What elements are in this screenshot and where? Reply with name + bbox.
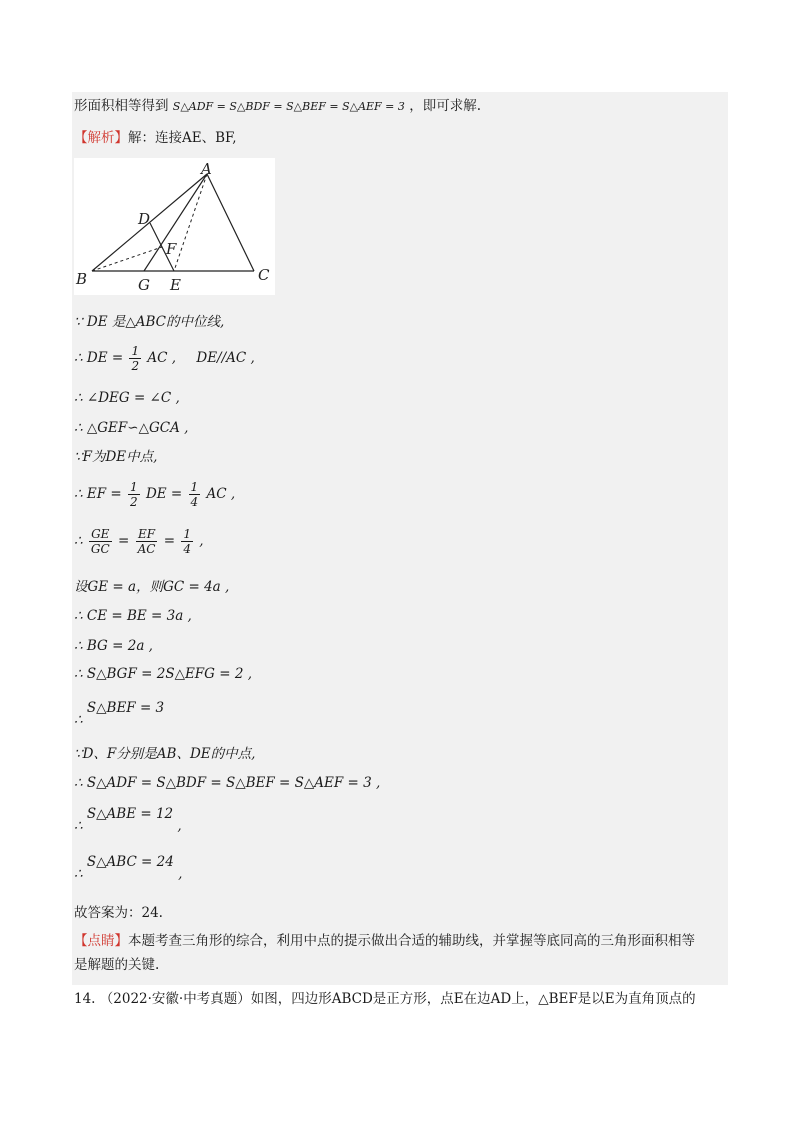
comment-block	[74, 929, 726, 977]
text-fragment: ，即可求解.	[409, 98, 481, 114]
fraction-num: 1	[130, 480, 138, 494]
fraction-ef-ac	[136, 527, 158, 556]
fraction-den: GC	[90, 542, 110, 556]
triangle-diagram	[74, 158, 275, 295]
fraction-num: 1	[131, 344, 140, 358]
formula: S△BEF = 3	[86, 700, 165, 716]
text-fragment: =	[117, 533, 130, 549]
formula: S△ABC = 24	[86, 854, 174, 870]
step-four-equal-areas: ∴ S△ADF = S△BDF = S△BEF = S△AEF = 3 ,	[74, 775, 381, 791]
comment-text: 本题考查三角形的综合，利用中点的提示做出合适的辅助线，并掌握等底同高的三角形面积相等	[128, 933, 695, 949]
text-fragment: ∴	[74, 533, 83, 549]
text-fragment: DE =	[145, 486, 183, 502]
analysis-text: 解：连接AE、BF,	[128, 130, 237, 146]
fraction-den: 2	[130, 495, 138, 509]
formula: S△ADF = S△BDF = S△BEF = S△AEF = 3	[172, 100, 405, 113]
comment-text-2: 是解题的关键.	[74, 957, 160, 973]
text-fragment: ,	[177, 818, 182, 834]
triangle-figure	[74, 158, 275, 295]
step-angle: ∴ ∠DEG = ∠C ,	[74, 390, 180, 406]
text-fragment: ∴	[74, 866, 83, 882]
fraction-den: 4	[183, 542, 191, 556]
text-fragment: ∴ EF =	[74, 486, 122, 502]
fraction-num: 1	[190, 480, 199, 494]
step-area-abe	[74, 802, 182, 834]
step-ef	[74, 480, 235, 509]
fraction-num: 1	[183, 527, 191, 541]
text-fragment: ∴	[74, 818, 83, 834]
final-answer: 故答案为：24.	[74, 905, 163, 921]
step-midpoints: ∵D、F分别是AB、DE的中点,	[74, 746, 256, 762]
label-E: E	[170, 276, 181, 294]
fraction-half-2	[128, 480, 140, 509]
label-F: F	[166, 240, 177, 258]
step-let-ge: 设GE = a，则GC = 4a ,	[74, 579, 230, 595]
label-B: B	[76, 270, 88, 288]
text-fragment: AC ,	[206, 486, 236, 502]
step-de-half-ac	[74, 344, 255, 373]
fraction-den: AC	[137, 542, 156, 556]
text-fragment: ∴	[74, 712, 83, 728]
fraction-result	[181, 527, 193, 556]
step-area-bgf: ∴ S△BGF = 2S△EFG = 2 ,	[74, 666, 253, 682]
label-G: G	[138, 276, 150, 294]
fraction-ge-gc	[89, 527, 112, 556]
text-fragment: DE//AC ,	[196, 350, 255, 366]
label-D: D	[138, 210, 151, 228]
text-fragment: ∴ DE =	[74, 350, 124, 366]
label-C: C	[258, 266, 270, 284]
step-bg: ∴ BG = 2a ,	[74, 638, 153, 654]
step-f-midpoint: ∵F为DE中点,	[74, 449, 158, 465]
text-fragment: =	[163, 533, 176, 549]
fraction-half	[129, 344, 141, 373]
fraction-den: 2	[131, 359, 140, 373]
text-fragment: 形面积相等得到	[74, 98, 169, 114]
fraction-num: EF	[136, 527, 158, 542]
step-area-bef	[74, 696, 165, 728]
text-fragment: ,	[178, 866, 183, 882]
step-ce-be: ∴ CE = BE = 3a ,	[74, 608, 192, 624]
text-fragment: AC ,	[147, 350, 177, 366]
analysis-heading	[74, 128, 237, 148]
step-midline: ∵ DE 是△ABC的中位线,	[74, 314, 225, 330]
step-area-abc	[74, 850, 183, 882]
next-question: 14. （2022·安徽·中考真题）如图，四边形ABCD是正方形，点E在边AD上，△BEF是以E为直角顶点的	[74, 991, 696, 1007]
text-fragment: ,	[199, 533, 204, 549]
line-area-equality	[74, 96, 481, 117]
label-A: A	[201, 160, 212, 178]
fraction-num: GE	[89, 527, 112, 542]
analysis-tag: 【解析】	[74, 130, 128, 146]
fraction-den: 4	[190, 495, 199, 509]
formula: S△ABE = 12	[86, 806, 174, 822]
comment-tag: 【点睛】	[74, 933, 128, 949]
fraction-quarter	[189, 480, 201, 509]
step-similar: ∴ △GEF∽△GCA ,	[74, 420, 189, 436]
step-ratio	[74, 526, 204, 556]
